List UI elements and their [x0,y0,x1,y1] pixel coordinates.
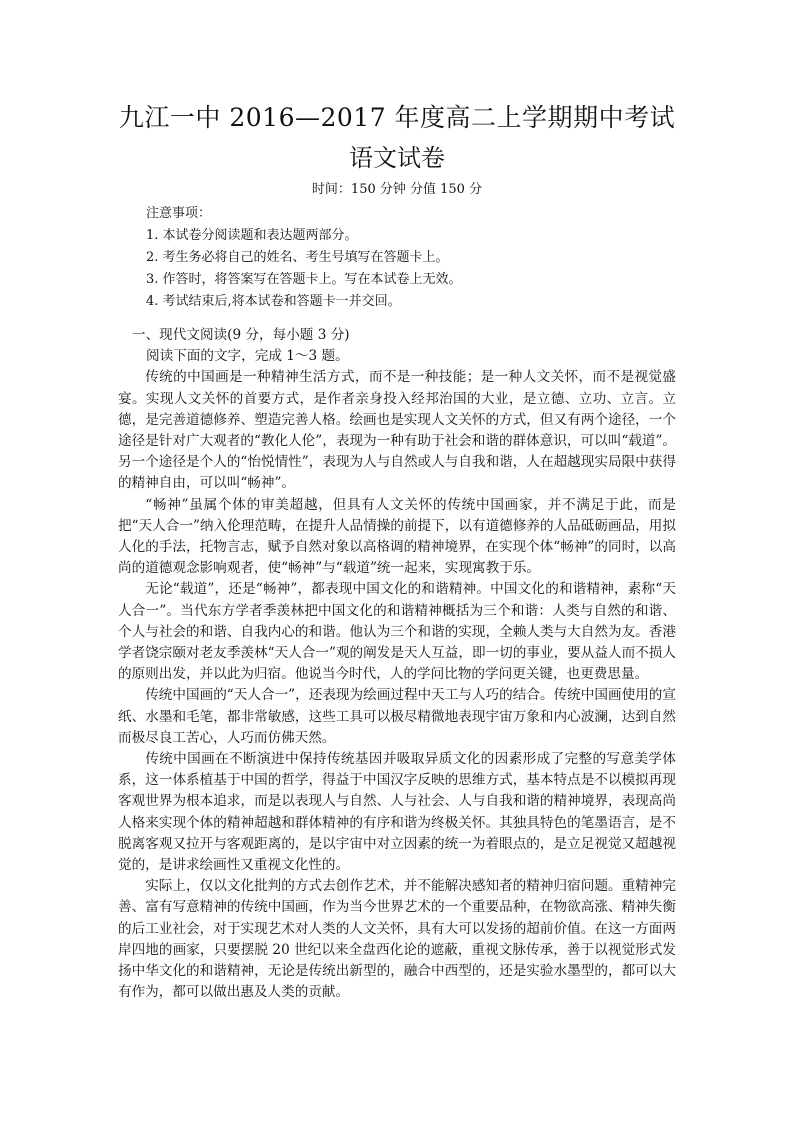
reading-paragraph: 实际上，仅以文化批判的方式去创作艺术，并不能解决感知者的精神归宿问题。重精神完善、富有写意精神的传统中国画，作为当今世界艺术的一个重要品种，在物欲高涨、精神失衡的后工业社会，对于实现艺术对人类的人文关怀，具有大可以发扬的超前价值。在这一方面两岸四地的画家，只要摆脱 20 世纪以来全盘西化论的遮蔽，重视文脉传承，善于以视觉形式发扬中华文化的和谐精神，无论是传统出新型的，融合中西型的，还是实验水墨型的，都可以大有作为，都可以做出惠及人类的贡献。 [118,878,676,1001]
reading-paragraph: 无论“载道”，还是“畅神”，都表现中国文化的和谐精神。中国文化的和谐精神，素称“天人合一”。当代东方学者季羡林把中国文化的和谐精神概括为三个和谐：人类与自然的和谐、个人与社会的和谐、自我内心的和谐。他认为三个和谐的实现，全赖人类与大自然为友。香港学者饶宗颐对老友季羡林“天人合一”观的阐发是天人互益，即一切的事业，要从益人而不损人的原则出发，并以此为归宿。他说当今时代，人的学问比物的学问更关键，也更费思量。 [118,581,676,683]
notes-heading: 注意事项： [146,206,212,221]
notes-item: 2. 考生务必将自己的姓名、考生号填写在答题卡上。 [146,250,449,265]
section-heading: 一、现代文阅读(9 分，每小题 3 分) [132,327,350,343]
notes-item: 3. 作答时，将答案写在答题卡上。写在本试卷上无效。 [146,272,462,287]
reading-section [118,325,676,1004]
notes-item: 4. 考试结束后,将本试卷和答题卡一并交回。 [146,294,401,309]
reading-paragraph: 传统中国画的“天人合一”，还表现为绘画过程中天工与人巧的结合。传统中国画使用的宣纸、水墨和毛笔，都非常敏感，这些工具可以极尽精微地表现宇宙万象和内心波澜，达到自然而极尽良工苦心，人巧而仿佛天然。 [118,687,676,746]
reading-paragraph: “畅神”虽属个体的审美超越，但具有人文关怀的传统中国画家，并不满足于此，而是把“天人合一”纳入伦理范畴，在提升人品情操的前提下，以有道德修养的人品砥砺画品，用拟人化的手法，托物言志，赋予自然对象以高格调的精神境界，在实现个体“畅神”的同时，以高尚的道德观念影响观者，使“畅神”与“载道”统一起来，实现寓教于乐。 [118,496,676,577]
exam-subtitle: 语文试卷 [349,144,445,172]
reading-paragraph: 传统的中国画是一种精神生活方式，而不是一种技能；是一种人文关怀，而不是视觉盛宴。实现人文关怀的首要方式，是作者亲身投入经邦治国的大业，是立德、立功、立言。立德，是完善道德修养、塑造完善人格。绘画也是实现人文关怀的方式，但又有两个途径，一个途径是针对广大观者的“教化人伦”，表现为一种有助于社会和谐的群体意识，可以叫“载道”。另一个途径是个人的“怡悦情性”，表现为人与自然或人与自我和谐，人在超越现实局限中获得的精神自由，可以叫“畅神”。 [118,369,676,492]
exam-time-score: 时间：150 分钟 分值 150 分 [311,182,483,197]
reading-paragraph: 传统中国画在不断演进中保持传统基因并吸取异质文化的因素形成了完整的写意美学体系，这一体系植基于中国的哲学，得益于中国汉字反映的思维方式，基本特点是不以模拟再现客观世界为根本追求，而是以表现人与自然、人与社会、人与自我和谐的精神境界，表现高尚人格来实现个体的精神超越和群体精神的有序和谐为终极关怀。其独具特色的笔墨语言，是不脱离客观又拉开与客观距离的，是以宇宙中对立因素的统一为着眼点的，是立足视觉又超越视觉的，是讲求绘画性又重视文化性的。 [118,751,676,874]
section-instruction: 阅读下面的文字，完成 1～3 题。 [146,348,349,365]
exam-title: 九江一中 2016—2017 年度高二上学期期中考试 [118,103,676,132]
notes-item: 1. 本试卷分阅读题和表达题两部分。 [146,228,358,243]
exam-notes [146,203,462,313]
